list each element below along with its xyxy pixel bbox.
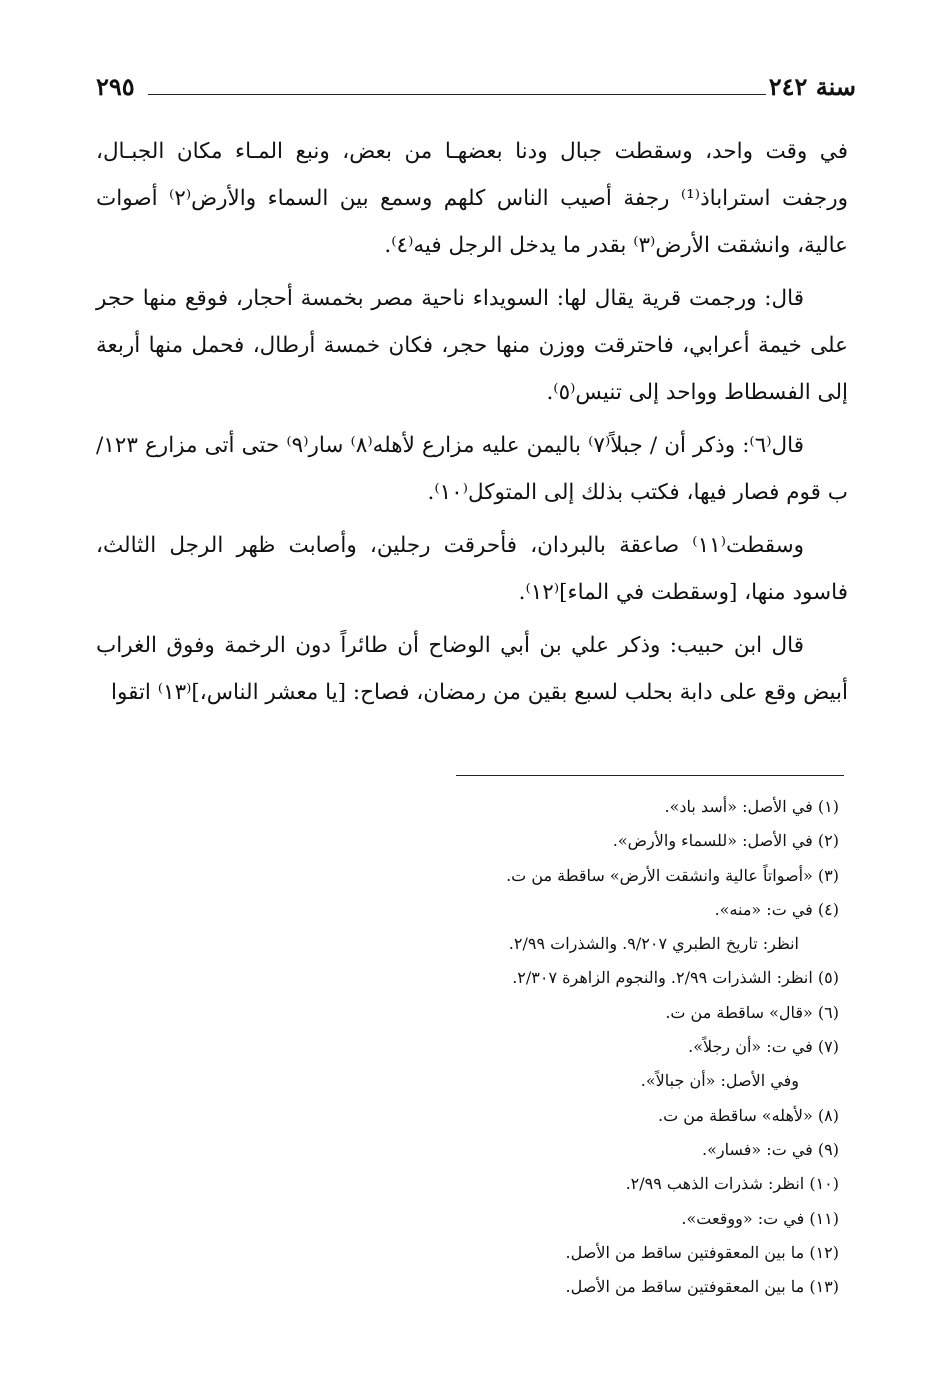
footnotes: [419, 790, 839, 1304]
paragraph-3: قال⁽٦⁾: وذكر أن / جبلاً⁽٧⁾ باليمن عليه مزارع لأهله⁽٨⁾ سار⁽٩⁾ حتى أتى مزارع ١٢٣/ب قوم فصار فيها، فكتب بذلك إلى المتوكل⁽١٠⁾.: [96, 433, 848, 505]
footnote-rule: [456, 775, 844, 776]
footnote-6: (٦) «قال» ساقطة من ت.: [665, 1002, 839, 1022]
footnote-4-continued: انظر: تاريخ الطبري ٩/٢٠٧. والشذرات ٢/٩٩.: [508, 934, 799, 954]
footnote-7-continued: وفي الأصل: «أن جبالاً».: [640, 1071, 799, 1091]
footnote-11: (١١) في ت: «ووقعت».: [681, 1208, 839, 1228]
header-rule: [148, 94, 766, 95]
footnote-4: (٤) في ت: «منه».: [714, 899, 839, 919]
footnote-3: (٣) «أصواتاً عالية وانشقت الأرض» ساقطة من ت.: [506, 865, 839, 885]
paragraph-5: قال ابن حبيب: وذكر علي بن أبي الوضاح أن طائراً دون الرخمة وفوق الغراب أبيض وقع على دابة بحلب لسبع بقين من رمضان، فصاح: [يا معشر الناس،]⁽١٣⁾ اتقوا: [96, 633, 848, 705]
page-number: ٢٩٥: [96, 72, 135, 101]
footnote-7: (٧) في ت: «أن رجلاً».: [688, 1037, 839, 1057]
paragraph-2: قال: ورجمت قرية يقال لها: السويداء ناحية مصر بخمسة أحجار، فوقع منها حجر على خيمة أعرابي، فاحترقت ووزن منها حجر، فكان خمسة أرطال، فحمل منها أربعة إلى الفسطاط وواحد إلى تنيس⁽٥⁾.: [96, 286, 848, 405]
year-label: سنة ٢٤٢: [768, 72, 856, 101]
footnote-5: (٥) انظر: الشذرات ٢/٩٩. والنجوم الزاهرة ٢/٣٠٧.: [512, 968, 839, 988]
footnote-1: (١) في الأصل: «أسد باد».: [664, 797, 839, 816]
paragraph-1: في وقت واحد، وسقطت جبال ودنا بعضهـا من بعض، ونبع المـاء مكان الجبـال، ورجفت استراباذ⁽¹⁾ رجفة أصيب الناس كلهم وسمع بين السماء والأرض⁽٢⁾ أصوات عالية، وانشقت الأرض⁽٣⁾ بقدر ما يدخل الرجل فيه⁽٤⁾.: [96, 139, 848, 258]
footnote-9: (٩) في ت: «فسار».: [702, 1139, 839, 1159]
footnote-8: (٨) «لأهله» ساقطة من ت.: [658, 1105, 839, 1125]
footnote-2: (٢) في الأصل: «للسماء والأرض».: [612, 831, 839, 851]
paragraph-4: وسقطت⁽١١⁾ صاعقة بالبردان، فأحرقت رجلين، وأصابت ظهر الرجل الثالث، فاسود منها، [وسقطت في الماء]⁽١٢⁾.: [96, 533, 848, 605]
footnote-10: (١٠) انظر: شذرات الذهب ٢/٩٩.: [625, 1174, 839, 1194]
footnote-13: (١٣) ما بين المعقوفتين ساقط من الأصل.: [565, 1277, 839, 1297]
footnote-12: (١٢) ما بين المعقوفتين ساقط من الأصل.: [565, 1242, 839, 1262]
main-text: [96, 128, 848, 722]
running-header: [96, 70, 856, 106]
